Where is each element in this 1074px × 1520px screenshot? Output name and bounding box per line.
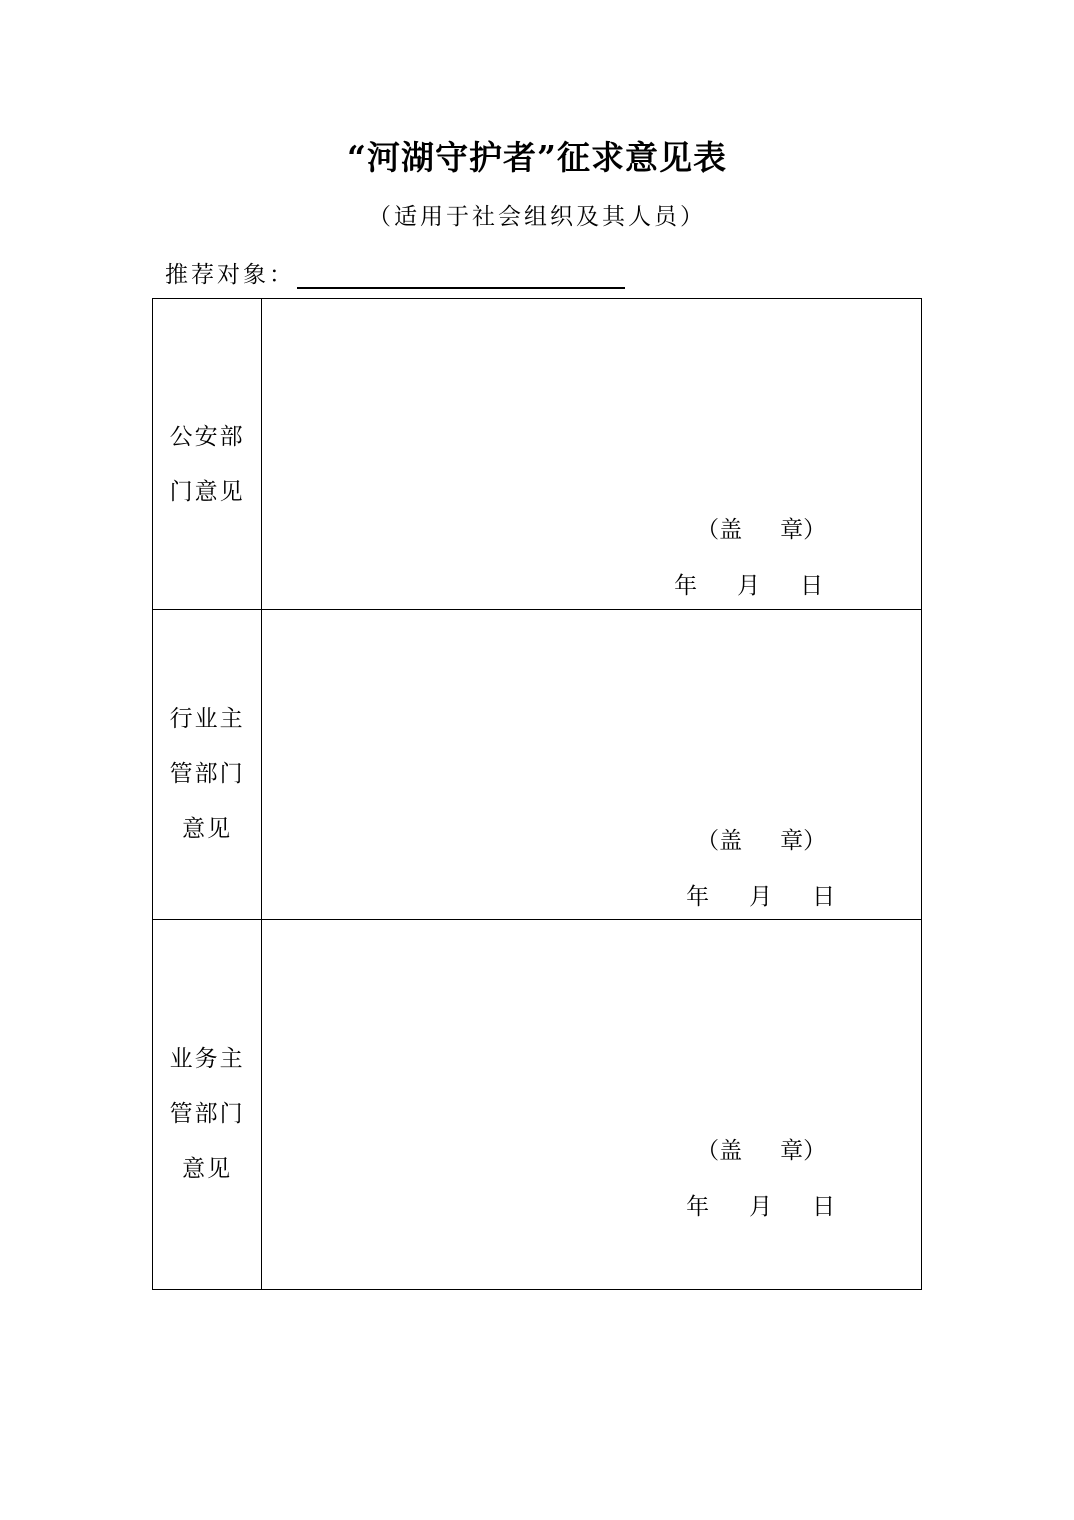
seal-close: 章）: [780, 828, 827, 854]
date-day: 日: [812, 884, 836, 910]
section-label-line: 管部门: [169, 1101, 245, 1127]
opinion-table: [152, 298, 922, 1290]
date-year: 年: [686, 884, 710, 910]
seal-open: （盖: [696, 1138, 743, 1164]
section-label-cell: [153, 299, 262, 610]
date-day: 日: [800, 573, 824, 599]
section-public-security: [153, 299, 922, 610]
date-year: 年: [686, 1194, 710, 1220]
section-label-cell: [153, 610, 262, 920]
seal-placeholder: [696, 1132, 826, 1165]
seal-open: （盖: [696, 517, 743, 543]
date-month: 月: [749, 884, 773, 910]
recommend-target-field[interactable]: [297, 261, 625, 289]
recommend-target-label: 推荐对象：: [165, 262, 295, 288]
form-subtitle: （适用于社会组织及其人员）: [368, 204, 706, 230]
opinion-input-area[interactable]: [262, 920, 922, 1290]
seal-open: （盖: [696, 828, 743, 854]
date-month: 月: [749, 1194, 773, 1220]
section-label-line: 公安部: [169, 424, 245, 450]
date-year: 年: [674, 573, 698, 599]
section-label-line: 门意见: [169, 479, 245, 505]
recommend-target-row: [165, 256, 625, 289]
seal-close: 章）: [780, 1138, 827, 1164]
seal-close: 章）: [780, 517, 827, 543]
date-day: 日: [812, 1194, 836, 1220]
date-placeholder: [686, 1188, 835, 1221]
section-business-authority: [153, 920, 922, 1290]
section-label-line: 业务主: [169, 1046, 245, 1072]
form-title: “河湖守护者”征求意见表: [347, 138, 727, 177]
seal-placeholder: [696, 511, 826, 544]
date-placeholder: [674, 567, 823, 600]
section-label-line: 管部门: [169, 761, 245, 787]
section-label-line: 意见: [182, 816, 233, 842]
opinion-input-area[interactable]: [262, 610, 922, 920]
date-month: 月: [737, 573, 761, 599]
seal-placeholder: [696, 822, 826, 855]
section-label-cell: [153, 920, 262, 1290]
section-industry-authority: [153, 610, 922, 920]
section-label-line: 意见: [182, 1156, 233, 1182]
date-placeholder: [686, 878, 835, 911]
opinion-input-area[interactable]: [262, 299, 922, 610]
section-label-line: 行业主: [169, 706, 245, 732]
